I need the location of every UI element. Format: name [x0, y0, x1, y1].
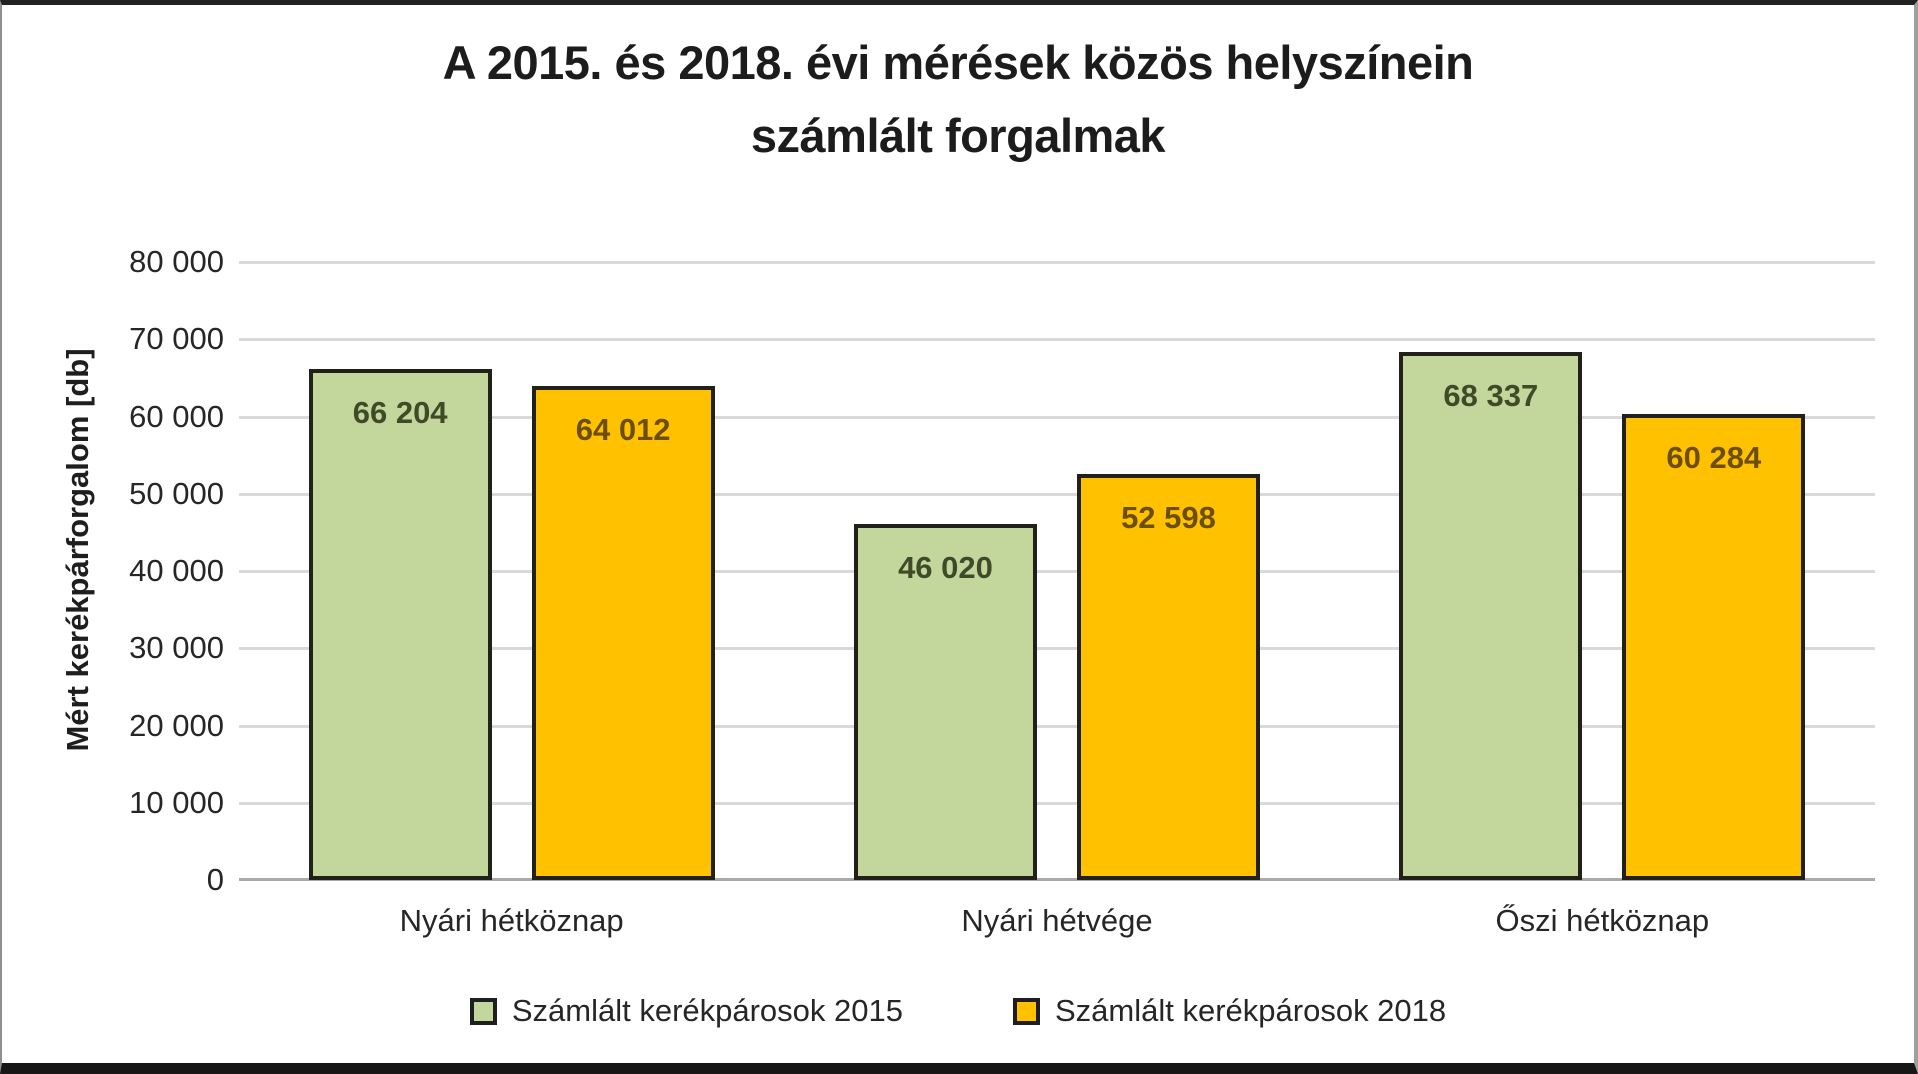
bar-group-3: [1330, 262, 1875, 880]
y-tick-label: 20 000: [129, 707, 224, 743]
legend-swatch-icon: [470, 998, 497, 1025]
bar-value-label: 64 012: [575, 412, 671, 447]
legend-item-1: [470, 993, 903, 1029]
bar-value-label: 68 337: [1443, 378, 1539, 413]
bar-group-1: [239, 262, 784, 880]
y-tick-label: 50 000: [129, 475, 224, 511]
legend-label: Számlált kerékpárosok 2018: [1055, 993, 1447, 1028]
y-tick-label: 0: [206, 862, 224, 897]
bar-series1-cat1: [309, 369, 492, 880]
bar-series2-cat3: [1622, 414, 1805, 880]
plot-area: [239, 262, 1875, 880]
legend-item-2: [1013, 993, 1446, 1029]
chart-title: [2, 27, 1914, 173]
bar-value-label: 66 204: [352, 395, 448, 430]
y-tick-label: 60 000: [129, 398, 224, 434]
bar-value-label: 60 284: [1666, 440, 1762, 475]
bar-value-label: 46 020: [898, 550, 993, 585]
category-label-3: Őszi hétköznap: [1495, 903, 1710, 938]
bar-series1-cat2: [854, 524, 1037, 880]
legend-label: Számlált kerékpárosok 2015: [511, 993, 903, 1028]
y-tick-label: 10 000: [129, 784, 224, 820]
legend-swatch-icon: [1013, 998, 1040, 1025]
bar-group-2: [784, 262, 1329, 880]
bar-value-label: 52 598: [1121, 500, 1216, 535]
y-tick-label: 30 000: [129, 630, 224, 666]
category-label-2: Nyári hétvége: [961, 903, 1153, 938]
bar-series2-cat1: [532, 386, 715, 880]
y-tick-label: 40 000: [129, 553, 224, 588]
category-label-1: Nyári hétköznap: [399, 903, 624, 938]
chart-title-line-2: számlált forgalmak: [750, 108, 1166, 162]
bar-series1-cat3: [1399, 352, 1582, 880]
y-tick-label: 80 000: [129, 244, 224, 279]
y-axis-title: Mért kerékpárforgalom [db]: [60, 348, 95, 752]
legend: [2, 993, 1914, 1029]
y-tick-label: 70 000: [129, 321, 224, 357]
chart-title-line-1: A 2015. és 2018. évi mérések közös helyszínein: [442, 36, 1474, 89]
bar-series2-cat2: [1077, 474, 1260, 880]
